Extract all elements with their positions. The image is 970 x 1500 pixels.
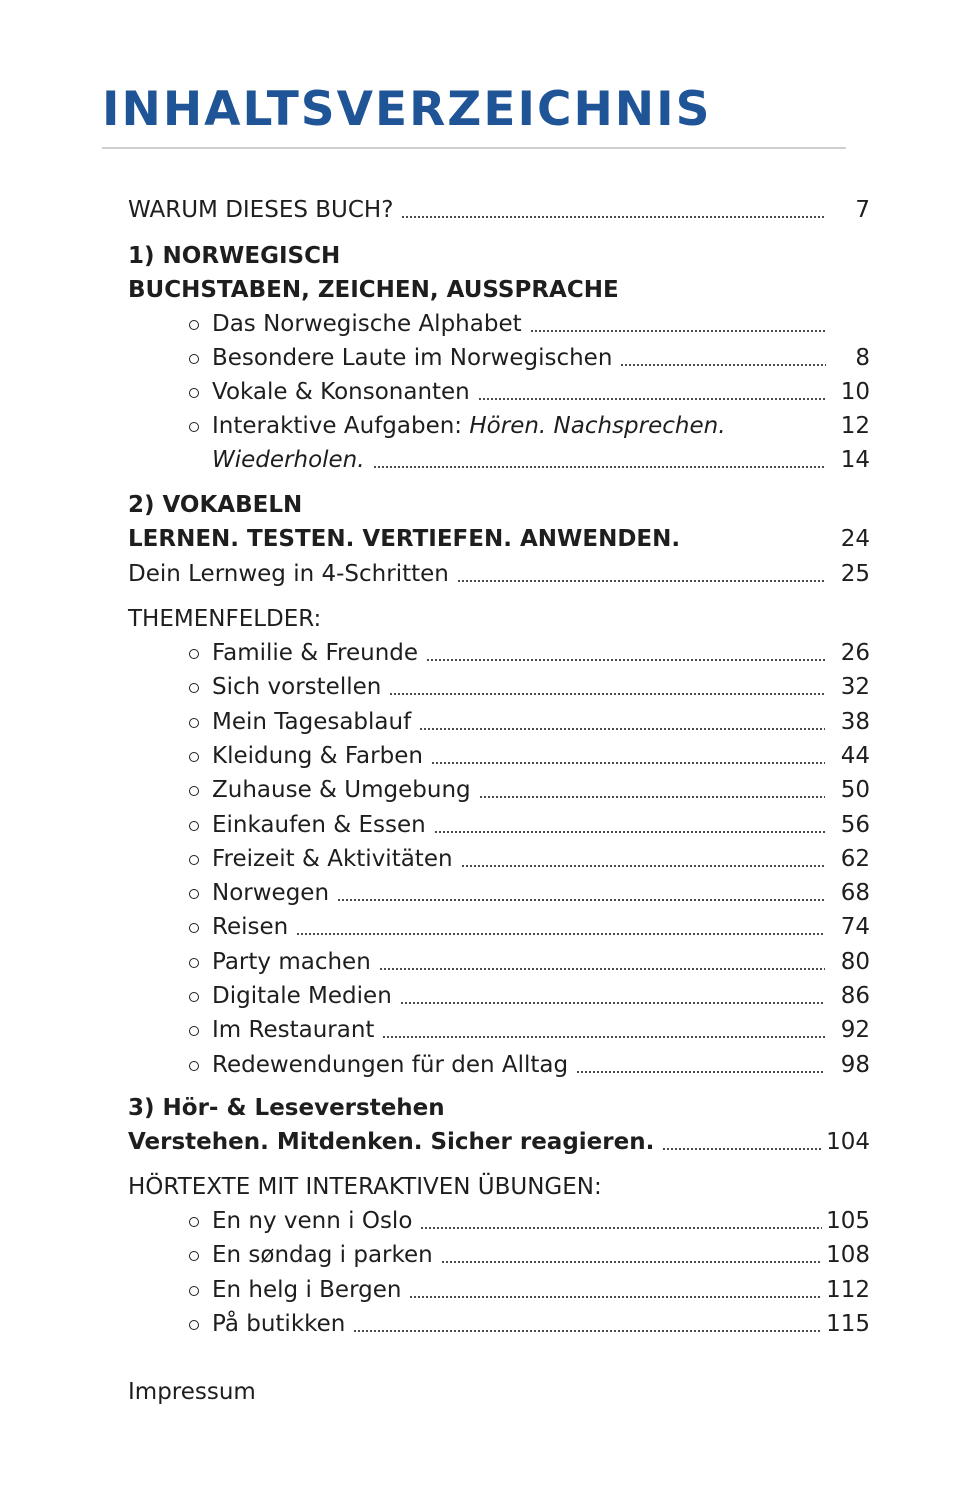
bullet-icon <box>189 1026 199 1036</box>
dot-leader <box>419 728 825 730</box>
dot-leader <box>373 466 825 468</box>
bullet-icon <box>189 786 199 796</box>
toc-entry[interactable] <box>186 1048 870 1082</box>
toc-page-number: 56 <box>840 811 870 838</box>
toc-entry-label: Besondere Laute im Norwegischen <box>212 345 613 371</box>
dot-leader <box>576 1071 825 1073</box>
toc-page-number: 74 <box>840 914 870 941</box>
toc-entry[interactable] <box>186 1273 870 1307</box>
bullet-icon <box>189 1251 199 1261</box>
toc-page-number: 26 <box>840 640 870 666</box>
toc-page-number: 105 <box>826 1208 870 1234</box>
toc-page-number: 104 <box>826 1129 870 1155</box>
toc-entry-label: Party machen <box>212 948 371 975</box>
toc-entry-label: Einkaufen & Essen <box>212 811 426 838</box>
toc-page-number: 80 <box>840 948 870 975</box>
toc-page-number: 14 <box>840 447 870 473</box>
dot-leader <box>401 216 826 218</box>
toc-entry[interactable] <box>186 1013 870 1047</box>
toc-entry-label: Zuhause & Umgebung <box>212 777 471 804</box>
toc-page-number: 12 <box>840 413 870 439</box>
toc-page-number: 92 <box>840 1017 870 1044</box>
dot-leader <box>441 1261 822 1263</box>
toc-entry-label: Interaktive Aufgaben: Hören. Nachsprechen. <box>212 413 726 439</box>
toc-entry[interactable] <box>186 636 870 670</box>
toc-entry-label: Norwegen <box>212 880 330 907</box>
bullet-icon <box>189 718 199 728</box>
bullet-icon <box>189 320 199 330</box>
toc-entry[interactable] <box>186 1238 870 1272</box>
toc-entry[interactable] <box>186 945 870 979</box>
bullet-icon <box>189 683 199 693</box>
toc-page-number: 112 <box>826 1276 870 1303</box>
toc-entry-label: Im Restaurant <box>212 1017 375 1044</box>
bullet-icon <box>189 958 199 968</box>
dot-leader <box>337 899 825 901</box>
toc-page-number: 108 <box>826 1242 870 1269</box>
section-3-heading: 3) Hör- & Leseverstehen <box>128 1095 445 1121</box>
bullet-icon <box>189 923 199 933</box>
bullet-icon <box>189 855 199 865</box>
toc-entry[interactable] <box>186 670 870 704</box>
section-2-heading: 2) VOKABELN <box>128 492 303 518</box>
toc-entry[interactable] <box>186 307 870 341</box>
toc-page-number: 62 <box>840 845 870 872</box>
section-1-subheading: BUCHSTABEN, ZEICHEN, AUSSPRACHE <box>128 277 619 303</box>
toc-entry-label: Wiederholen. <box>212 447 365 473</box>
toc-entry[interactable] <box>186 773 870 807</box>
bullet-icon <box>189 1286 199 1296</box>
toc-entry[interactable] <box>186 705 870 739</box>
dot-leader <box>400 1002 825 1004</box>
toc-entry[interactable] <box>186 808 870 842</box>
dot-leader <box>389 693 824 695</box>
dot-leader <box>662 1148 822 1150</box>
toc-entry[interactable] <box>186 1307 870 1341</box>
bullet-icon <box>189 1320 199 1330</box>
bullet-icon <box>189 388 199 398</box>
toc-page-number: 86 <box>840 983 870 1009</box>
dot-leader <box>620 364 826 366</box>
toc-entry-lernweg[interactable] <box>128 557 870 591</box>
dot-leader <box>379 968 825 970</box>
toc-entry-label: En ny venn i Oslo <box>212 1208 413 1234</box>
bullet-icon <box>189 649 199 659</box>
toc-entry[interactable] <box>186 842 870 876</box>
section-3-subheading[interactable]: Verstehen. Mitdenken. Sicher reagieren. 104 <box>128 1125 870 1159</box>
themenfelder-heading: THEMENFELDER: <box>128 606 322 632</box>
toc-entry[interactable] <box>186 739 870 773</box>
dot-leader <box>409 1296 822 1298</box>
toc-entry[interactable] <box>186 375 870 409</box>
toc-page-number: 24 <box>840 526 870 552</box>
toc-page-number: 50 <box>840 777 870 804</box>
bullet-icon <box>189 354 199 364</box>
toc-entry-label: Familie & Freunde <box>212 640 419 666</box>
toc-page-number: 38 <box>840 708 870 735</box>
toc-entry[interactable] <box>186 979 870 1013</box>
toc-entry-label: Redewendungen für den Alltag <box>212 1051 569 1078</box>
toc-entry-label: Dein Lernweg in 4-Schritten <box>128 561 449 587</box>
bullet-icon <box>189 752 199 762</box>
toc-entry[interactable] <box>186 910 870 944</box>
dot-leader <box>434 831 825 833</box>
toc-page-number: 115 <box>826 1310 870 1337</box>
page-title: INHALTSVERZEICHNIS <box>102 82 712 137</box>
bullet-icon <box>189 1217 199 1227</box>
toc-page-number: 32 <box>840 674 870 701</box>
bullet-icon <box>189 889 199 899</box>
toc-page-number: 7 <box>855 197 870 223</box>
toc-entry-label: Mein Tagesablauf <box>212 708 412 735</box>
toc-page-number: 44 <box>840 742 870 769</box>
toc-entry-label: På butikken <box>212 1310 346 1337</box>
toc-entry-label: Das Norwegische Alphabet <box>212 311 522 337</box>
toc-entry-label: WARUM DIESES BUCH? <box>128 197 394 223</box>
toc-entry-label: En helg i Bergen <box>212 1276 402 1303</box>
bullet-icon <box>189 821 199 831</box>
toc-entry[interactable] <box>186 1204 870 1238</box>
section-1-heading: 1) NORWEGISCH <box>128 243 341 269</box>
dot-leader <box>382 1036 824 1038</box>
toc-entry-label: En søndag i parken <box>212 1242 433 1269</box>
toc-page-number: 10 <box>840 379 870 405</box>
dot-leader <box>353 1330 822 1332</box>
toc-entry-label: Kleidung & Farben <box>212 742 423 769</box>
toc-entry[interactable] <box>186 341 870 375</box>
toc-entry-label: Digitale Medien <box>212 983 392 1009</box>
toc-page-number: 68 <box>840 880 870 907</box>
toc-entry-label: Impressum <box>128 1379 256 1405</box>
bullet-icon <box>189 992 199 1002</box>
toc-entry-label: Sich vorstellen <box>212 674 382 701</box>
toc-entry-label: Reisen <box>212 914 289 941</box>
toc-page-number: 25 <box>840 561 870 587</box>
dot-leader <box>431 762 825 764</box>
section-2-subheading[interactable]: LERNEN. TESTEN. VERTIEFEN. ANWENDEN. 24 <box>128 522 870 556</box>
dot-leader <box>296 933 825 935</box>
dot-leader <box>478 398 825 400</box>
hoertexte-heading: HÖRTEXTE MIT INTERAKTIVEN ÜBUNGEN: <box>128 1174 602 1200</box>
toc-entry-warum[interactable] <box>128 193 870 227</box>
dot-leader <box>461 865 825 867</box>
bullet-icon <box>189 422 199 432</box>
dot-leader <box>479 796 825 798</box>
dot-leader <box>426 659 825 661</box>
dot-leader <box>420 1227 822 1229</box>
toc-entry[interactable] <box>186 876 870 910</box>
toc-entry[interactable] <box>186 409 870 443</box>
toc-page-number: 98 <box>840 1051 870 1078</box>
dot-leader <box>530 330 826 332</box>
dot-leader <box>457 580 825 582</box>
toc-entry-label: Freizeit & Aktivitäten <box>212 845 453 872</box>
toc-entry-impressum[interactable] <box>128 1375 870 1409</box>
toc-page-number: 8 <box>855 345 870 371</box>
toc-entry-continuation[interactable] <box>212 443 870 477</box>
toc-entry-label: Vokale & Konsonanten <box>212 379 470 405</box>
bullet-icon <box>189 1061 199 1071</box>
